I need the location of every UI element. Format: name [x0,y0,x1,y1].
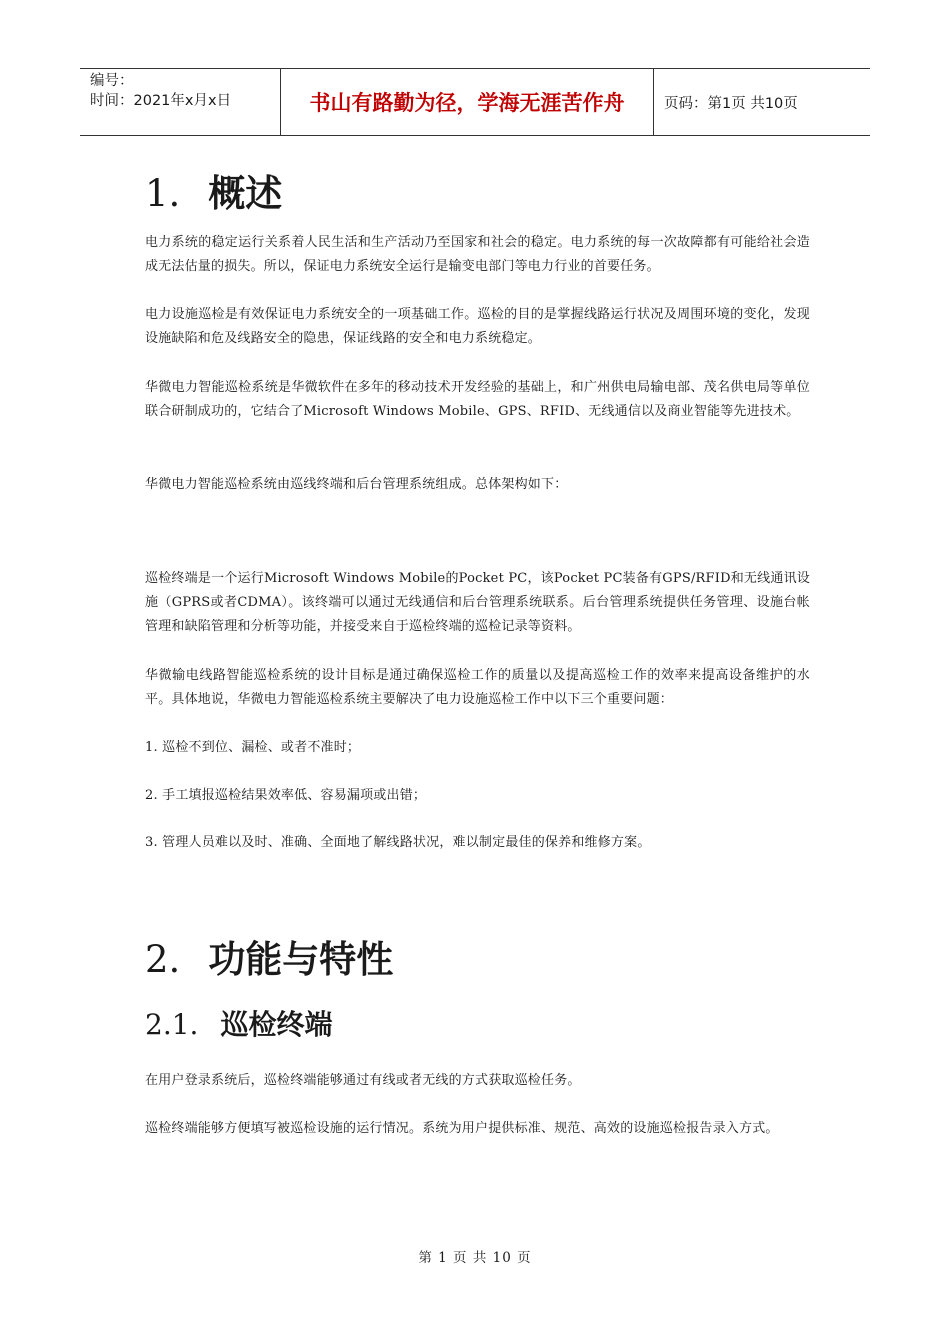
section-2-number: 2. [145,938,181,981]
paragraph: 电力设施巡检是有效保证电力系统安全的一项基础工作。巡检的目的是掌握线路运行状况及周围环境的变化，发现设施缺陷和危及线路安全的隐患，保证线路的安全和电力系统稳定。 [145,307,810,346]
paragraph: 巡检终端是一个运行Microsoft Windows Mobile的Pocket PC，该Pocket PC装备有GPS/RFID和无线通讯设施（GPRS或者CDMA）。该终端可以通过无线通信和后台管理系统联系。后台管理系统提供任务管理、设施台帐管理和缺陷管理和分析等功能，并接受来自于巡检终端的巡检记录等资料。 [145,571,810,634]
header-meta [80,69,281,135]
paragraph: 华微电力智能巡检系统由巡线终端和后台管理系统组成。总体架构如下： [145,477,568,492]
paragraph: 电力系统的稳定运行关系着人民生活和生产活动乃至国家和社会的稳定。电力系统的每一次故障都有可能给社会造成无法估量的损失。所以，保证电力系统安全运行是输变电部门等电力行业的首要任务。 [145,235,810,274]
header-date-label: 时间：2021年x月x日 [90,93,232,109]
header-page-info: 页码：第1页 共10页 [664,95,798,112]
header-number-label: 编号： [90,73,134,89]
list-item: 2. 手工填报巡检结果效率低、容易漏项或出错； [145,788,427,803]
section-2-1-heading [145,1003,332,1043]
section-2-1-number: 2.1. [145,1008,199,1041]
section-1-title: 概述 [208,172,283,215]
section-2-title: 功能与特性 [208,938,394,981]
paragraph: 华微输电线路智能巡检系统的设计目标是通过确保巡检工作的质量以及提高巡检工作的效率来提高设备维护的水平。具体地说，华微电力智能巡检系统主要解决了电力设施巡检工作中以下三个重要问题： [145,668,810,707]
section-1-number: 1. [145,172,181,215]
section-2-1-title: 巡检终端 [220,1008,333,1041]
list-item: 1. 巡检不到位、漏检、或者不准时； [145,740,361,755]
list-item: 3. 管理人员难以及时、准确、全面地了解线路状况，难以制定最佳的保养和维修方案。 [145,835,651,850]
page-footer: 第 1 页 共 10 页 [418,1250,532,1266]
paragraph: 华微电力智能巡检系统是华微软件在多年的移动技术开发经验的基础上，和广州供电局输电部、茂名供电局等单位联合研制成功的，它结合了Microsoft Windows Mobile、GPS、RFID、无线通信以及商业智能等先进技术。 [145,380,810,419]
paragraph: 巡检终端能够方便填写被巡检设施的运行情况。系统为用户提供标准、规范、高效的设施巡检报告录入方式。 [145,1121,779,1136]
section-1-heading [145,163,282,217]
paragraph: 在用户登录系统后，巡检终端能够通过有线或者无线的方式获取巡检任务。 [145,1073,581,1088]
section-2-heading [145,929,393,983]
page-header [80,68,870,136]
header-motto: 书山有路勤为径，学海无涯苦作舟 [281,69,654,135]
